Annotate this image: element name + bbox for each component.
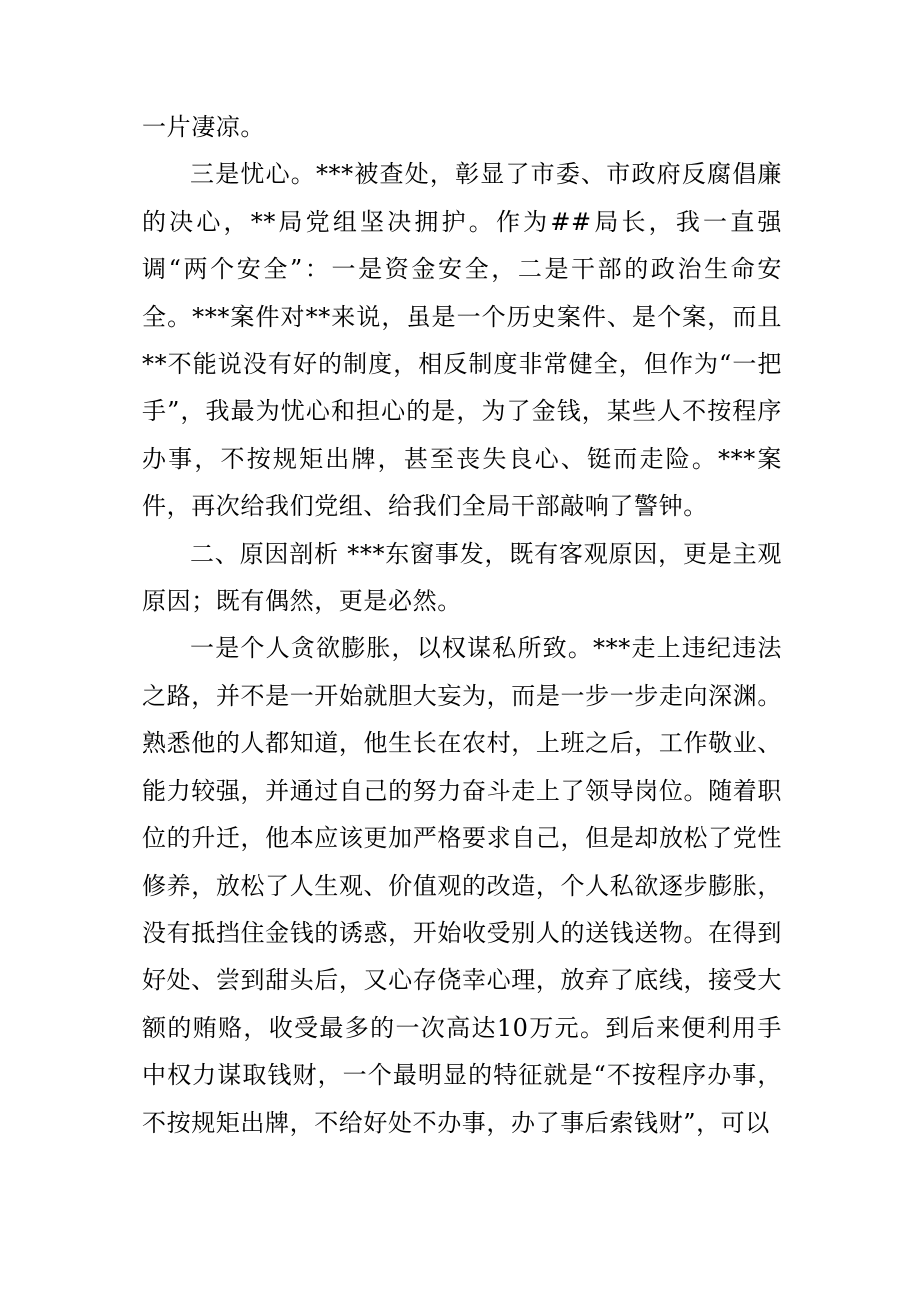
- paragraph-worry: 三是忧心。***被查处，彰显了市委、市政府反腐倡廉的决心，**局党组坚决拥护。作为##局长，我一直强调“两个安全”：一是资金安全，二是干部的政治生命安全。***案件对**来说，虽是一个历史案件、是个案，而且**不能说没有好的制度，相反制度非常健全，但作为“一把手”，我最为忧心和担心的是，为了金钱，某些人不按程序办事，不按规矩出牌，甚至丧失良心、铤而走险。***案件，再次给我们党组、给我们全局干部敲响了警钟。: [142, 160, 782, 521]
- paragraph-cause-analysis-heading: 二、原因剖析 ***东窗事发，既有客观原因，更是主观原因；既有偶然，更是必然。: [142, 539, 782, 616]
- paragraph-continuation: 一片凄凉。: [142, 113, 265, 141]
- document-body: [142, 104, 782, 1147]
- paragraph-personal-greed: 一是个人贪欲膨胀，以权谋私所致。***走上违纪违法之路，并不是一开始就胆大妄为，而是一步一步走向深渊。熟悉他的人都知道，他生长在农村，上班之后，工作敬业、能力较强，并通过自己的努力奋斗走上了领导岗位。随着职位的升迁，他本应该更加严格要求自己，但是却放松了党性修养，放松了人生观、价值观的改造，个人私欲逐步膨胀，没有抵挡住金钱的诱惑，开始收受别人的送钱送物。在得到好处、尝到甜头后，又心存侥幸心理，放弃了底线，接受大额的贿赂，收受最多的一次高达10万元。到后来便利用手中权力谋取钱财，一个最明显的特征就是“不按程序办事，不按规矩出牌，不给好处不办事，办了事后索钱财”，可以: [142, 634, 782, 1137]
